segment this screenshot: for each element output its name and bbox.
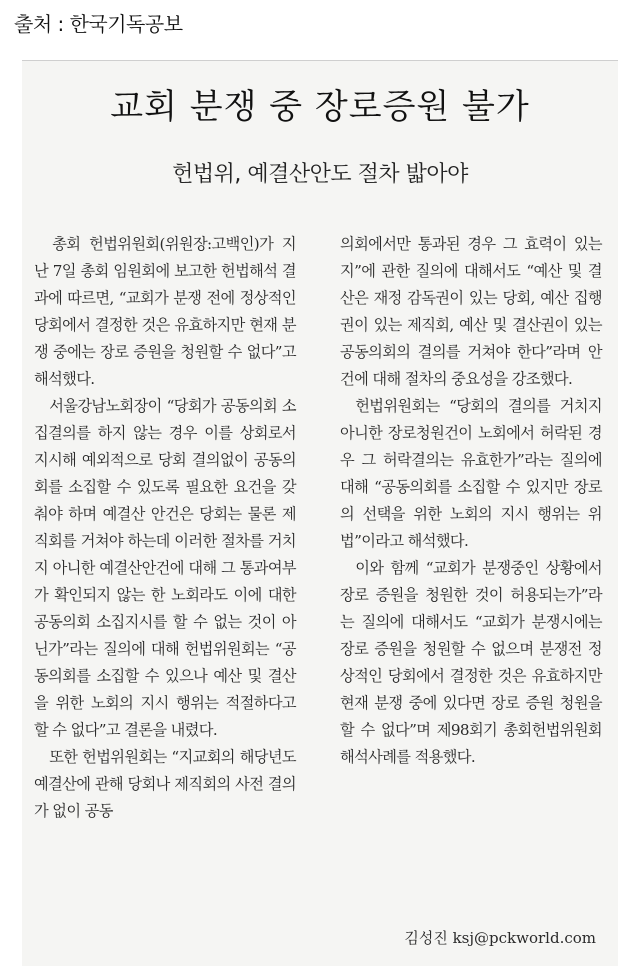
paragraph: 의회에서만 통과된 경우 그 효력이 있는지”에 관한 질의에 대해서도 “예산 및 결산은 재정 감독권이 있는 당회, 예산 집행권이 있는 제직회, 예산 및 결산권이 있는 공동의회의 결의를 거쳐야 한다”라며 안건에 대해 절차의 중요성을 강조했다.	[340, 235, 602, 388]
byline: 김성진 ksj@pckworld.com	[404, 929, 596, 947]
paragraph: 헌법위원회는 “당회의 결의를 거치지 아니한 장로청원건이 노회에서 허락된 경우 그 허락결의는 유효한가”라는 질의에 대해 “공동의회를 소집할 수 있지만 장로의 선택을 위한 노회의 지시 행위는 위법”이라고 해석했다.	[340, 397, 602, 550]
paragraph: 서울강남노회장이 “당회가 공동의회 소집결의를 하지 않는 경우 이를 상회로서 지시해 예외적으로 당회 결의없이 공동의회를 소집할 수 있도록 필요한 요건을 갖춰야 하며 예결산 안건은 당회는 물론 제직회를 거쳐야 하는데 이러한 절차를 거치지 아니한 예결산안건에 대해 그 통과여부가 확인되지 않는 한 노회라도 이에 대한 공동의회 소집지시를 할 수 없는 것이 아닌가”라는 질의에 대해 헌법위원회는 “공동의회를 소집할 수 있으나 예산 및 결산을 위한 노회의 지시 행위는 적절하다고 할 수 없다”고 결론을 내렸다.	[34, 397, 296, 739]
paragraph: 또한 헌법위원회는 “지교회의 해당년도 예결산에 관해 당회나 제직회의 사전 결의가 없이 공동	[34, 748, 296, 820]
article-column-right	[340, 231, 602, 771]
subheadline: 헌법위, 예결산안도 절차 밟아야	[172, 162, 468, 187]
headline: 교회 분쟁 중 장로증원 불가	[110, 87, 530, 127]
newspaper-clipping	[22, 60, 618, 966]
article-column-left	[34, 231, 296, 825]
paragraph: 이와 함께 “교회가 분쟁중인 상황에서 장로 증원을 청원한 것이 허용되는가”라는 질의에 대해서도 “교회가 분쟁시에는 장로 증원을 청원할 수 없으며 분쟁전 정상적인 당회에서 결정한 것은 유효하지만 현재 분쟁 중에 있다면 장로 증원 청원을 할 수 없다”며 제98회기 총회헌법위원회 해석사례를 적용했다.	[340, 559, 602, 766]
source-label: 출처 : 한국기독공보	[14, 12, 183, 36]
paragraph: 총회 헌법위원회(위원장:고백인)가 지난 7일 총회 임원회에 보고한 헌법해석 결과에 따르면, “교회가 분쟁 전에 정상적인 당회에서 결정한 것은 유효하지만 현재 분쟁 중에는 장로 증원을 청원할 수 없다”고 해석했다.	[34, 235, 296, 388]
